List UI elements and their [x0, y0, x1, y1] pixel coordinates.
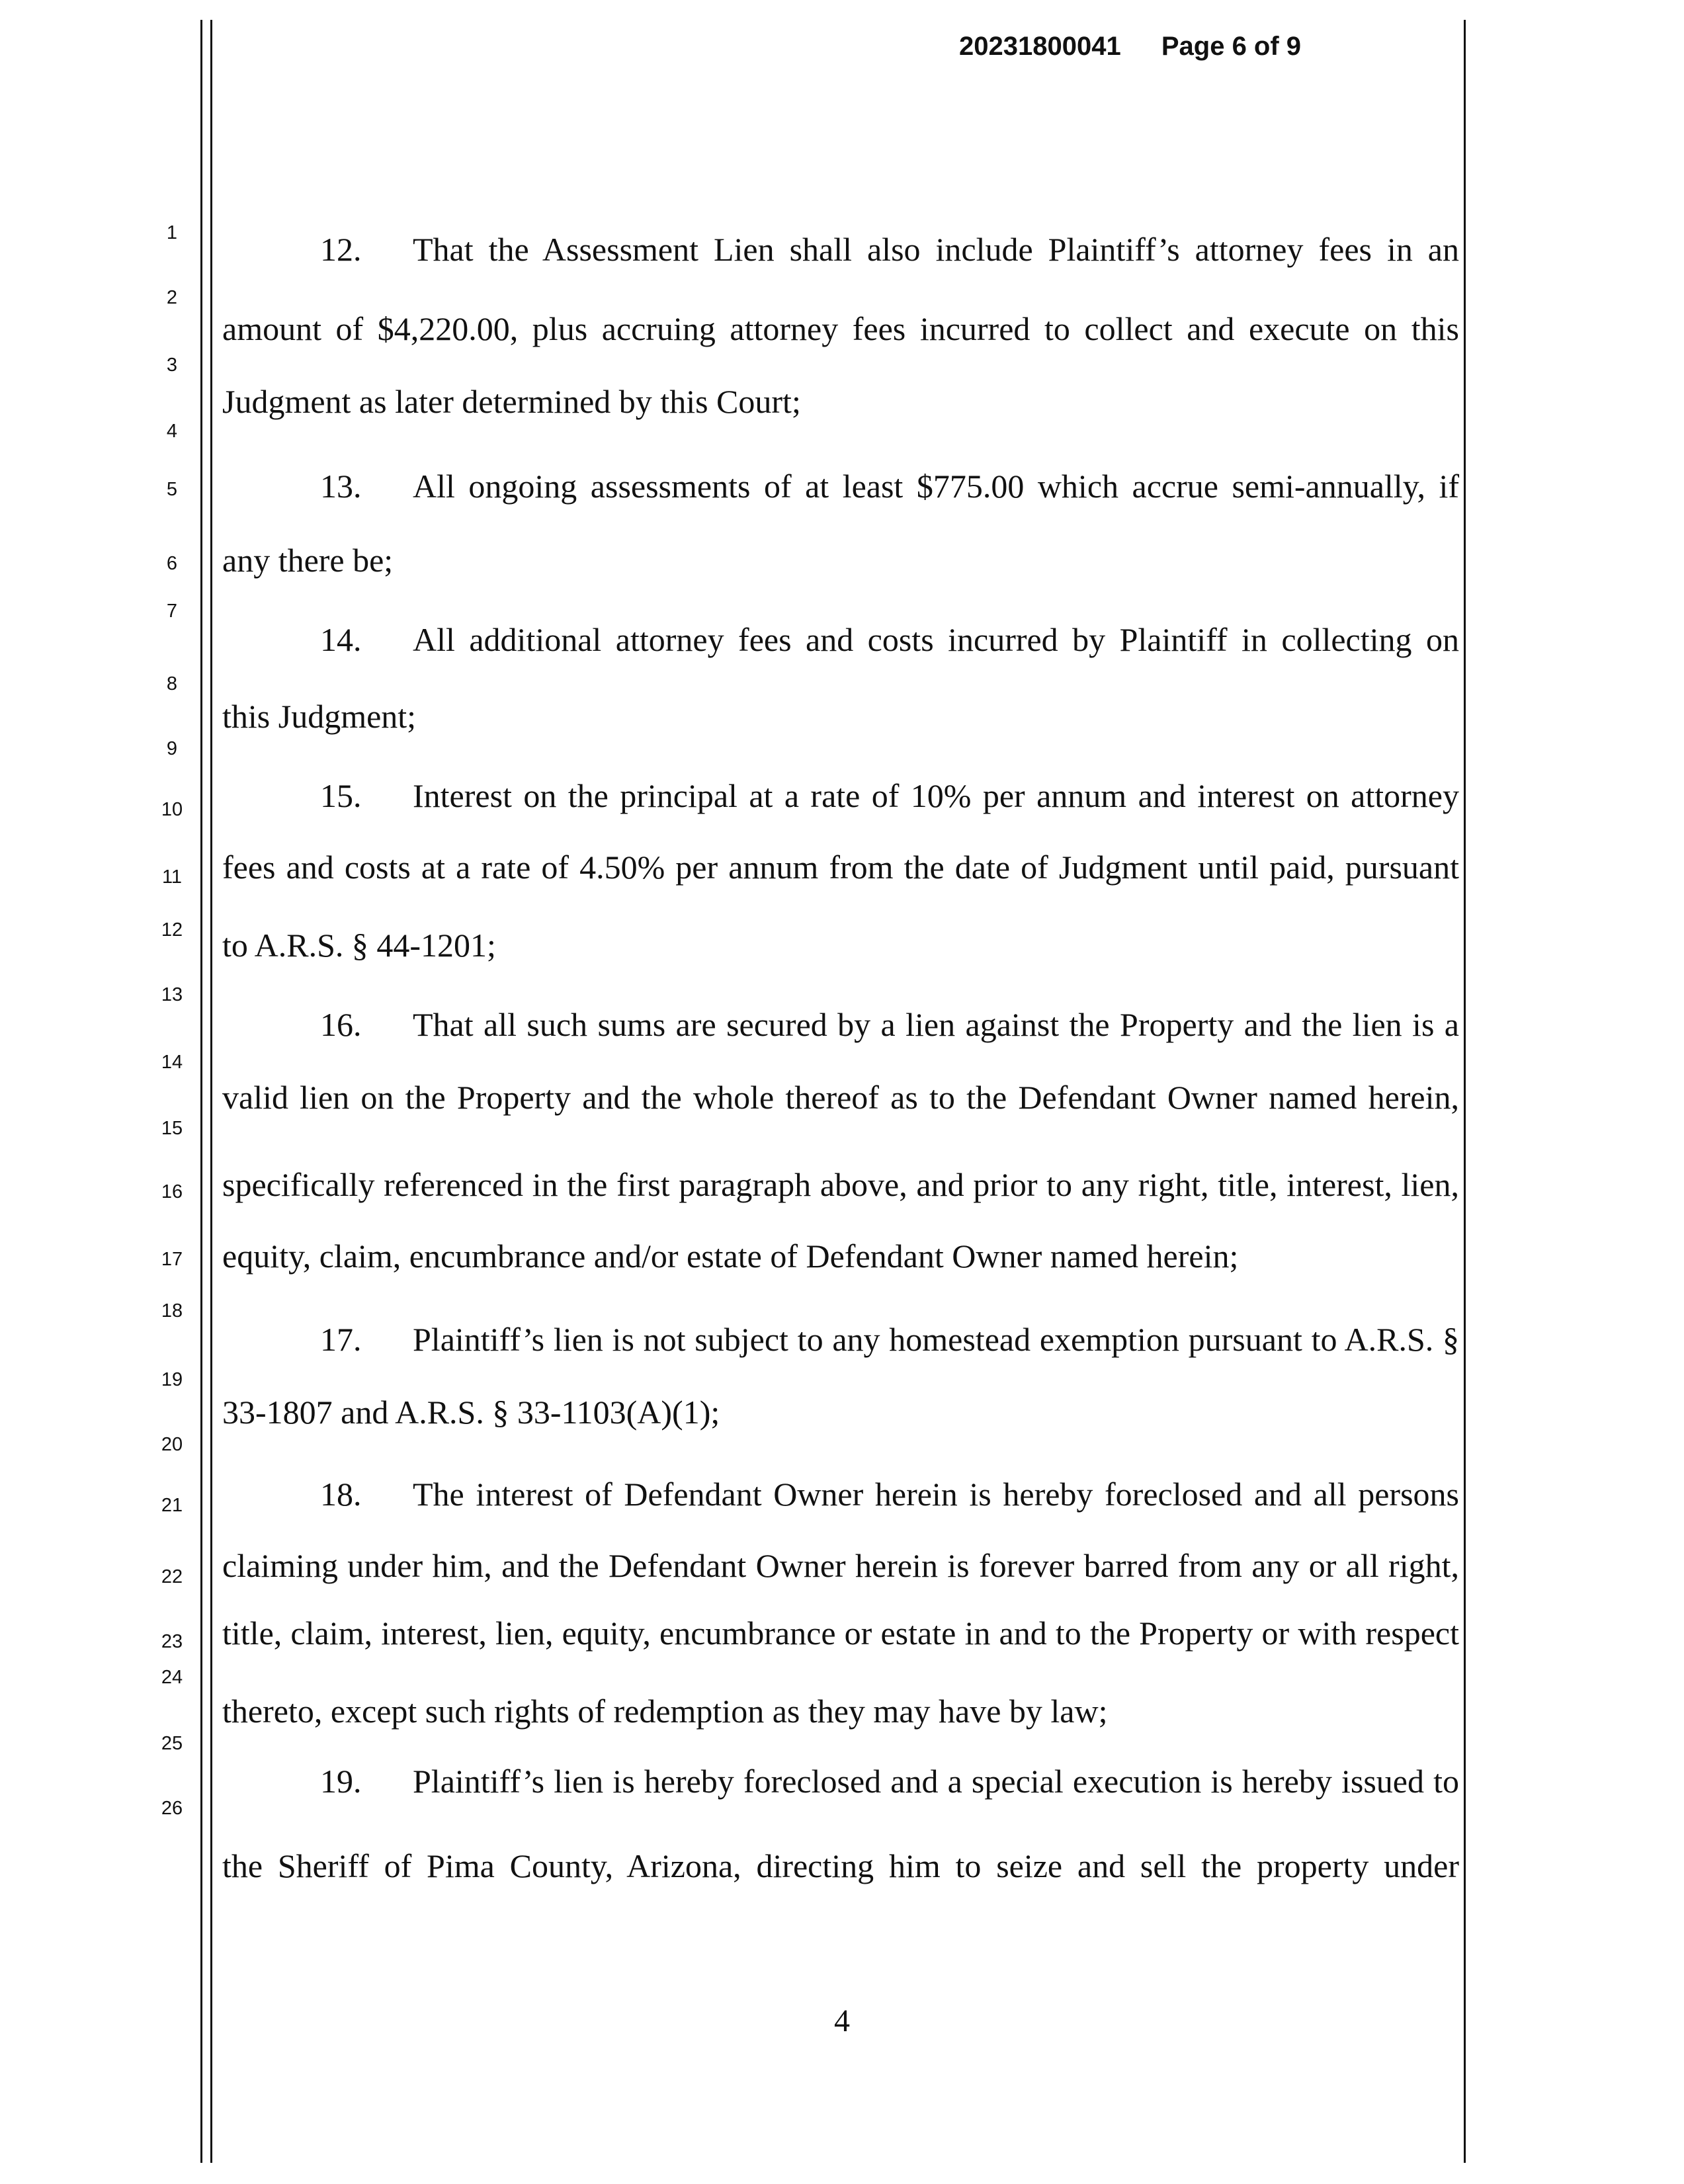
line-number: 6 [166, 553, 178, 574]
paragraph-18-line-1: 18. The interest of Defendant Owner herein is hereby foreclosed and all persons [320, 1476, 1459, 1513]
line-number: 22 [161, 1566, 183, 1587]
paragraph-13-line-1: 13. All ongoing assessments of at least $775.00 which accrue semi-annually, if [320, 468, 1459, 505]
paragraph-17-line-2: 33-1807 and A.R.S. § 33-1103(A)(1); [222, 1394, 720, 1431]
paragraph-number: 15. [320, 777, 362, 814]
paragraph-17-line-1: 17. Plaintiff’s lien is not subject to any homestead exemption pursuant to A.R.S. § [320, 1321, 1459, 1358]
line-number: 24 [161, 1667, 183, 1688]
line-number: 5 [166, 479, 178, 500]
line-number: 7 [166, 601, 178, 622]
line-number: 12 [161, 919, 183, 941]
line-number: 18 [161, 1300, 183, 1322]
paragraph-12-line-2: amount of $4,220.00, plus accruing attorney fees incurred to collect and execute on this [222, 310, 1459, 347]
document-number: 20231800041 [959, 32, 1121, 61]
paragraph-number: 16. [320, 1006, 362, 1043]
paragraph-15-line-3: to A.R.S. § 44-1201; [222, 927, 496, 964]
paragraph-14-line-1: 14. All additional attorney fees and costs incurred by Plaintiff in collecting on [320, 621, 1459, 658]
page-label: Page 6 of 9 [1161, 32, 1302, 61]
line-number: 9 [166, 738, 178, 759]
paragraph-13-line-2: any there be; [222, 542, 394, 579]
paragraph-18-line-2: claiming under him, and the Defendant Owner herein is forever barred from any or all right, [222, 1547, 1459, 1584]
line-number: 26 [161, 1798, 183, 1819]
paragraph-12-line-1: 12. That the Assessment Lien shall also include Plaintiff’s attorney fees in an [320, 231, 1459, 268]
line-number: 10 [161, 799, 183, 820]
right-margin-rule [1464, 20, 1466, 2163]
paragraph-16-line-3: specifically referenced in the first paragraph above, and prior to any right, title, interest, lien, [222, 1166, 1459, 1203]
paragraph-number: 18. [320, 1476, 362, 1513]
line-number: 20 [161, 1434, 183, 1455]
line-number: 15 [161, 1118, 183, 1139]
paragraph-16-line-4: equity, claim, encumbrance and/or estate of Defendant Owner named herein; [222, 1238, 1239, 1275]
line-number: 1 [166, 222, 178, 243]
line-number: 2 [166, 287, 178, 308]
paragraph-16-line-2: valid lien on the Property and the whole thereof as to the Defendant Owner named herein, [222, 1079, 1459, 1116]
line-number: 23 [161, 1631, 183, 1652]
line-number: 14 [161, 1052, 183, 1073]
page-header [959, 32, 1356, 62]
line-number: 17 [161, 1249, 183, 1270]
paragraph-18-line-3: title, claim, interest, lien, equity, encumbrance or estate in and to the Property or with respect [222, 1615, 1459, 1652]
paragraph-16-line-1: 16. That all such sums are secured by a lien against the Property and the lien is a [320, 1006, 1459, 1043]
paragraph-19-line-1: 19. Plaintiff’s lien is hereby foreclosed and a special execution is hereby issued to [320, 1763, 1459, 1800]
line-number: 19 [161, 1369, 183, 1390]
line-number: 16 [161, 1181, 183, 1202]
paragraph-18-line-4: thereto, except such rights of redemption as they may have by law; [222, 1693, 1108, 1730]
paragraph-number: 17. [320, 1321, 362, 1358]
paragraph-14-line-2: this Judgment; [222, 698, 417, 735]
line-number: 3 [166, 355, 178, 376]
left-margin-rule-outer [200, 20, 202, 2163]
paragraph-12-line-3: Judgment as later determined by this Court; [222, 383, 801, 420]
line-number: 21 [161, 1495, 183, 1516]
paragraph-15-line-2: fees and costs at a rate of 4.50% per annum from the date of Judgment until paid, pursuant [222, 849, 1459, 886]
line-number: 4 [166, 421, 178, 442]
paragraph-number: 19. [320, 1763, 362, 1800]
line-number: 11 [161, 866, 183, 888]
line-number: 8 [166, 673, 178, 694]
paragraph-number: 12. [320, 231, 362, 268]
paragraph-15-line-1: 15. Interest on the principal at a rate of 10% per annum and interest on attorney [320, 777, 1459, 814]
line-number: 25 [161, 1733, 183, 1754]
left-margin-rule-inner [210, 20, 212, 2163]
line-number: 13 [161, 984, 183, 1005]
paragraph-19-line-2: the Sheriff of Pima County, Arizona, directing him to seize and sell the property under [222, 1847, 1459, 1884]
paragraph-number: 13. [320, 468, 362, 505]
footer-page-number: 4 [834, 2003, 850, 2038]
paragraph-number: 14. [320, 621, 362, 658]
